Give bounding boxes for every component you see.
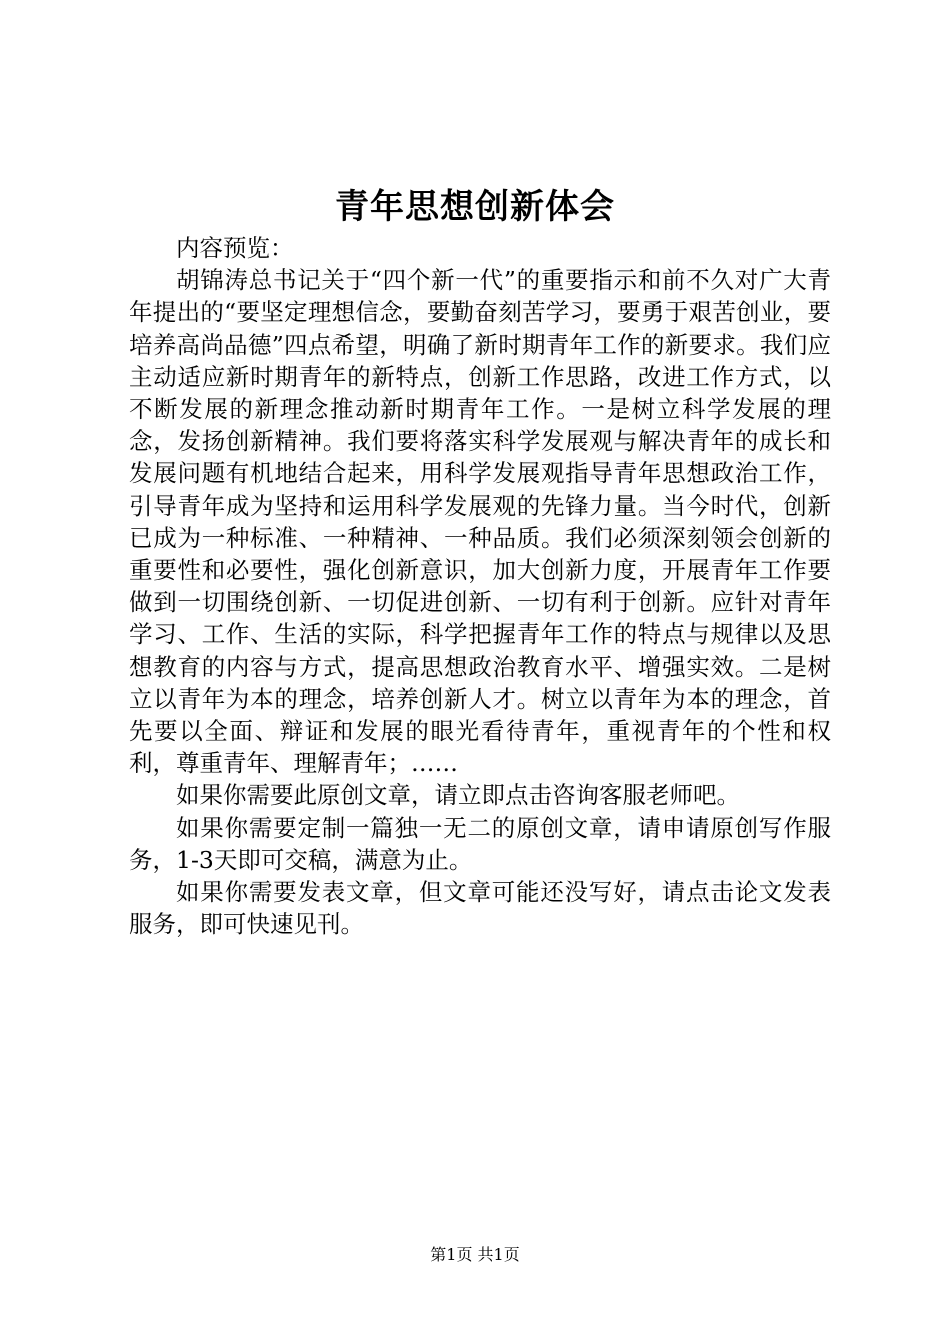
notice-consult: 如果你需要此原创文章，请立即点击咨询客服老师吧。 — [176, 781, 740, 810]
body-paragraph: 胡锦涛总书记关于“四个新一代”的重要指示和前不久对广大青年提出的“要坚定理想信念，要勤奋刻苦学习，要勇于艰苦创业，要培养高尚品德”四点希望，明确了新时期青年工作的新要求。我们应主动适应新时期青年的新特点，创新工作思路，改进工作方式，以不断发展的新理念推动新时期青年工作。一是树立科学发展的理念，发扬创新精神。我们要将落实科学发展观与解决青年的成长和发展问题有机地结合起来，用科学发展观指导青年思想政治工作，引导青年成为坚持和运用科学发展观的先锋力量。当今时代，创新已成为一种标准、一种精神、一种品质。我们必须深刻领会创新的重要性和必要性，强化创新意识，加大创新力度，开展青年工作要做到一切围绕创新、一切促进创新、一切有利于创新。应针对青年学习、工作、生活的实际，科学把握青年工作的特点与规律以及思想教育的内容与方式，提高思想政治教育水平、增强实效。二是树立以青年为本的理念，培养创新人才。树立以青年为本的理念，首先要以全面、辩证和发展的眼光看待青年，重视青年的个性和权利，尊重青年、理解青年；…… — [129, 266, 831, 778]
document-body — [129, 232, 831, 940]
notice-publishing: 如果你需要发表文章，但文章可能还没写好，请点击论文发表服务，即可快速见刊。 — [129, 878, 831, 939]
preview-label: 内容预览： — [176, 234, 294, 262]
notice-custom-writing: 如果你需要定制一篇独一无二的原创文章，请申请原创写作服务，1-3天即可交稿，满意为止。 — [129, 813, 831, 874]
page-number-footer: 第1页 共1页 — [430, 1245, 520, 1264]
document-title: 青年思想创新体会 — [335, 187, 615, 227]
